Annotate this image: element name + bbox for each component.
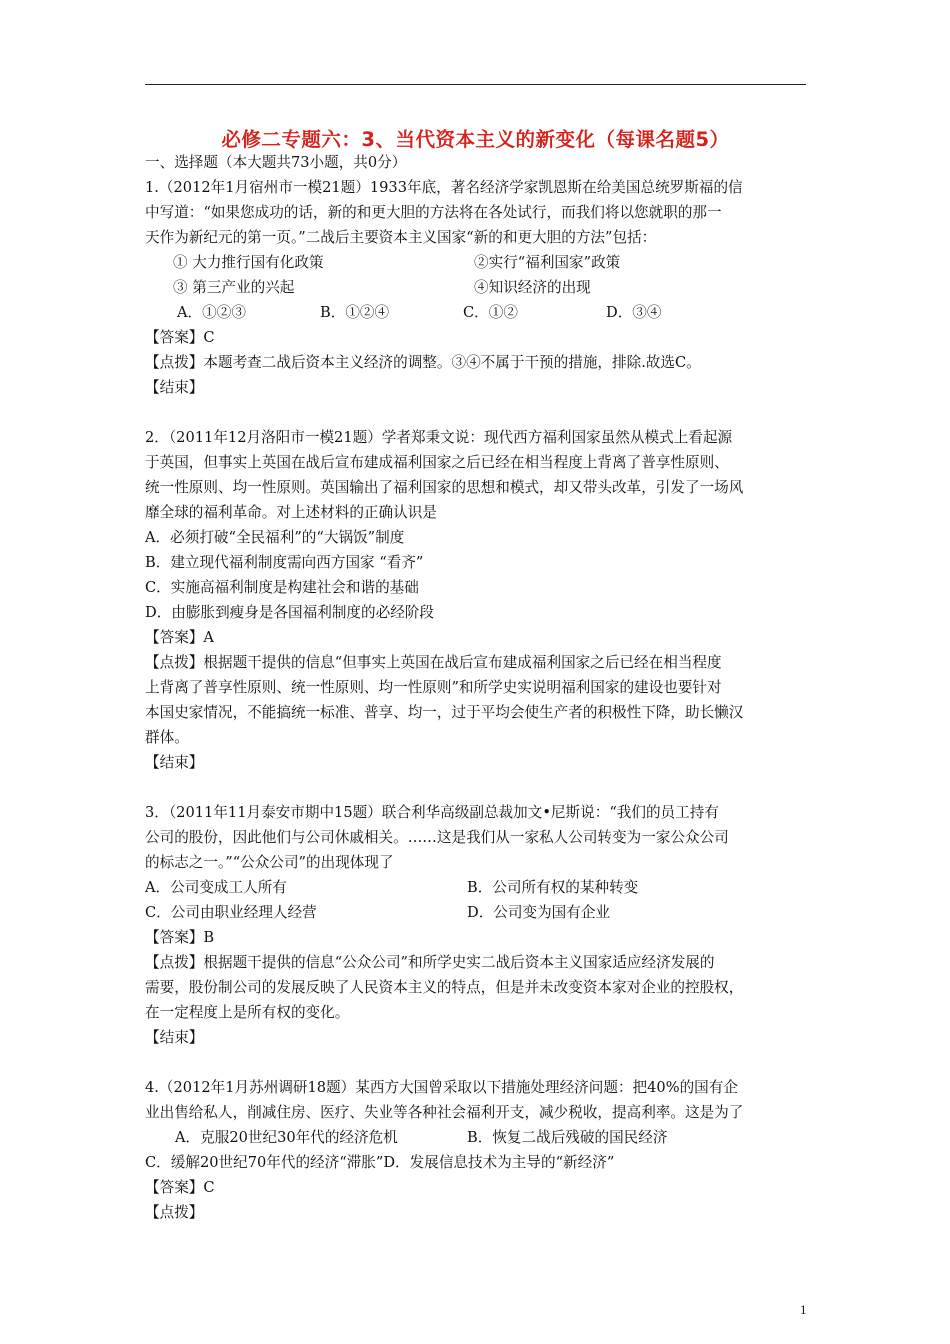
item: ②实行“福利国家”政策 <box>474 254 621 271</box>
item: ④知识经济的出现 <box>474 279 591 296</box>
answer: 【答案】C <box>145 1179 215 1196</box>
option: C．公司由职业经理人经营 <box>145 904 317 921</box>
question-line: 的标志之一。”“公众公司”的出现体现了 <box>145 854 394 871</box>
option-row <box>145 300 815 325</box>
option-row <box>145 900 815 925</box>
tip: 【点拨】本题考查二战后资本主义经济的调整。③④不属于干预的措施，排除.故选C。 <box>145 354 701 371</box>
question-line: 业出售给私人，削减住房、医疗、失业等各种社会福利开支，减少税收，提高利率。这是为了 <box>145 1104 744 1121</box>
tip-line: 【点拨】根据题干提供的信息“但事实上英国在战后宣布建成福利国家之后已经在相当程度 <box>145 654 722 671</box>
item: ① 大力推行国有化政策 <box>173 254 324 271</box>
option: A．①②③ <box>177 304 246 321</box>
option: C．实施高福利制度是构建社会和谐的基础 <box>145 579 419 596</box>
end-marker: 【结束】 <box>145 754 204 771</box>
question-1 <box>145 175 815 400</box>
question-line: 4.（2012年1月苏州调研18题）某西方大国曾采取以下措施处理经济问题：把40%的国有企 <box>145 1079 738 1096</box>
question-line: 公司的股份，因此他们与公司休戚相关。……这是我们从一家私人公司转变为一家公众公司 <box>145 829 729 846</box>
option: D．由膨胀到瘦身是各国福利制度的必经阶段 <box>145 604 434 621</box>
page-number: 1 <box>800 1302 807 1317</box>
question-line: 2．（2011年12月洛阳市一模21题）学者郑秉文说：现代西方福利国家虽然从模式上看起源 <box>145 429 733 446</box>
tip: 【点拨】 <box>145 1204 204 1221</box>
option: A．克服20世纪30年代的经济危机 <box>175 1129 398 1146</box>
option: B．恢复二战后残破的国民经济 <box>467 1129 668 1146</box>
question-line: 于英国，但事实上英国在战后宣布建成福利国家之后已经在相当程度上背离了普享性原则、 <box>145 454 729 471</box>
option: A．必须打破“全民福利”的“大锅饭”制度 <box>145 529 405 546</box>
answer: 【答案】B <box>145 929 215 946</box>
section-heading: 一、选择题（本大题共73小题，共0分） <box>145 154 407 171</box>
option-row: C．缓解20世纪70年代的经济“滞胀”D．发展信息技术为主导的“新经济” <box>145 1154 615 1171</box>
item-row <box>145 250 815 275</box>
end-marker: 【结束】 <box>145 379 204 396</box>
item-row <box>145 275 815 300</box>
document-title: 必修二专题六：3、当代资本主义的新变化（每课名题5） <box>221 128 730 151</box>
question-4 <box>145 1075 815 1225</box>
option: B．①②④ <box>320 304 390 321</box>
option: D．③④ <box>606 304 662 321</box>
document-body <box>145 150 815 1225</box>
answer: 【答案】C <box>145 329 215 346</box>
question-line: 统一性原则、均一性原则。英国输出了福利国家的思想和模式，却又带头改革，引发了一场风 <box>145 479 744 496</box>
item: ③ 第三产业的兴起 <box>173 279 295 296</box>
tip-line: 【点拨】根据题干提供的信息“公众公司”和所学史实二战后资本主义国家适应经济发展的 <box>145 954 715 971</box>
tip-line: 上背离了普享性原则、统一性原则、均一性原则”和所学史实说明福利国家的建设也要针对 <box>145 679 722 696</box>
tip-line: 在一定程度上是所有权的变化。 <box>145 1004 350 1021</box>
tip-line: 群体。 <box>145 729 189 746</box>
option: A．公司变成工人所有 <box>145 879 287 896</box>
option: C．①② <box>463 304 518 321</box>
tip-line: 本国史家情况，不能搞统一标准、普享、均一，过于平均会使生产者的积极性下降，助长懒汉 <box>145 704 744 721</box>
option: B．建立现代福利制度需向西方国家 “看齐” <box>145 554 424 571</box>
question-line: 天作为新纪元的第一页。”二战后主要资本主义国家“新的和更大胆的方法”包括： <box>145 229 657 246</box>
question-line: 1.（2012年1月宿州市一模21题）1933年底，著名经济学家凯恩斯在给美国总统罗斯福的信 <box>145 179 743 196</box>
option-row <box>145 875 815 900</box>
question-line: 3．（2011年11月泰安市期中15题）联合利华高级副总裁加文•尼斯说：“我们的员工持有 <box>145 804 719 821</box>
question-2 <box>145 425 815 775</box>
header-rule <box>145 84 806 85</box>
question-line: 靡全球的福利革命。对上述材料的正确认识是 <box>145 504 437 521</box>
option-row <box>145 1125 815 1150</box>
question-3 <box>145 800 815 1050</box>
option: D．公司变为国有企业 <box>467 904 611 921</box>
answer: 【答案】A <box>145 629 214 646</box>
question-line: 中写道：“如果您成功的话，新的和更大胆的方法将在各处试行，而我们将以您就职的那一 <box>145 204 722 221</box>
tip-line: 需要，股份制公司的发展反映了人民资本主义的特点，但是并未改变资本家对企业的控股权， <box>145 979 744 996</box>
end-marker: 【结束】 <box>145 1029 204 1046</box>
option: B．公司所有权的某种转变 <box>467 879 639 896</box>
